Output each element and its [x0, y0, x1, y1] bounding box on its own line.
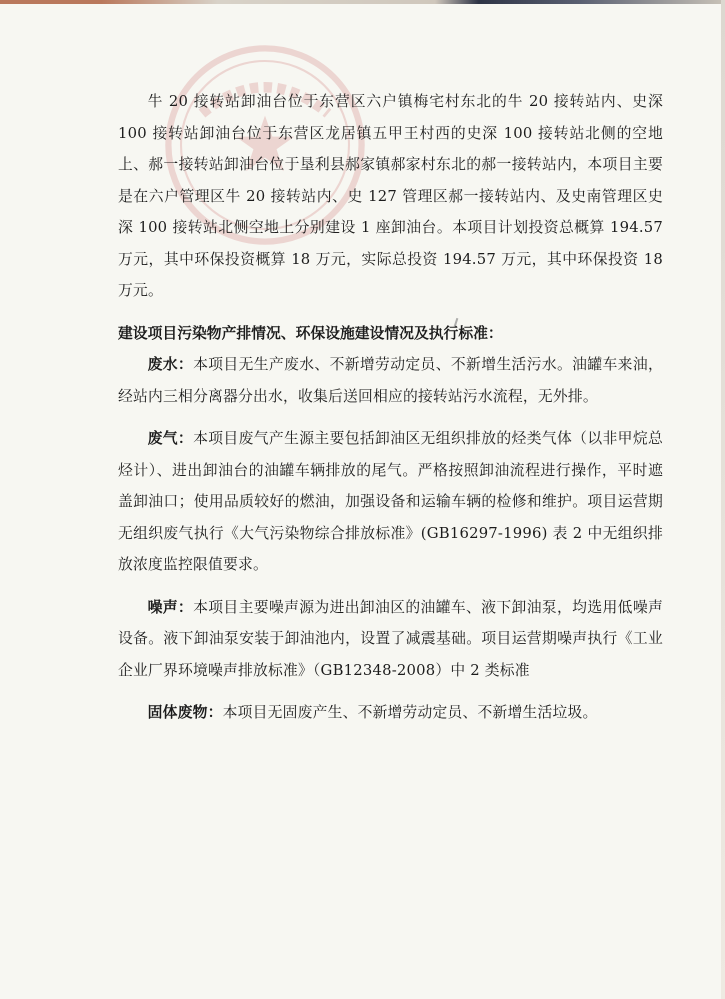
- exhaust-label: 废气：: [147, 430, 194, 447]
- noise-label: 噪声：: [147, 598, 194, 616]
- solid-waste-paragraph: [118, 697, 663, 729]
- scan-edge-top: [0, 0, 725, 4]
- scan-edge-right: [721, 0, 725, 999]
- solid-waste-label: 固体废物：: [147, 704, 223, 721]
- wastewater-text: 本项目无生产废水、不新增劳动定员、不新增生活污水。油罐车来油，经站内三相分离器分出水，收集后送回相应的接转站污水流程，无外排。: [118, 356, 663, 405]
- solid-waste-text: 本项目无固废产生、不新增劳动定员、不新增生活垃圾。: [222, 704, 598, 721]
- noise-paragraph: [118, 592, 663, 687]
- wastewater-label: 废水：: [147, 356, 194, 373]
- section-heading: 建设项目污染物产排情况、环保设施建设情况及执行标准：: [118, 324, 503, 342]
- wastewater-paragraph: [118, 349, 663, 412]
- document-body: [118, 86, 663, 729]
- exhaust-text: 本项目废气产生源主要包括卸油区无组织排放的烃类气体（以非甲烷总烃计）、进出卸油台的油罐车辆排放的尾气。严格按照卸油流程进行操作，平时遮盖卸油口；使用品质较好的燃油，加强设备和运输车辆的检修和维护。项目运营期无组织废气执行《大气污染物综合排放标准》(GB16297-1996) 表 2 中无组织排放浓度监控限值要求。: [118, 430, 663, 573]
- exhaust-paragraph: [118, 423, 663, 581]
- noise-text: 本项目主要噪声源为进出卸油区的油罐车、液下卸油泵，均选用低噪声设备。液下卸油泵安装于卸油池内，设置了减震基础。项目运营期噪声执行《工业企业厂界环境噪声排放标准》（GB12348-2008）中 2 类标准: [118, 598, 663, 679]
- intro-paragraph: 牛 20 接转站卸油台位于东营区六户镇梅宅村东北的牛 20 接转站内、史深 100 接转站卸油台位于东营区龙居镇五甲王村西的史深 100 接转站北侧的空地上、郝一接转站卸油台位于垦利县郝家镇郝家村东北的郝一接转站内，本项目主要是在六户管理区牛 20 接转站内、史 127 管理区郝一接转站内、及史南管理区史深 100 接转站北侧空地上分别建设 1 座卸油台。本项目计划投资总概算 194.57 万元，其中环保投资概算 18 万元，实际总投资 194.57 万元，其中环保投资 18 万元。: [118, 93, 663, 299]
